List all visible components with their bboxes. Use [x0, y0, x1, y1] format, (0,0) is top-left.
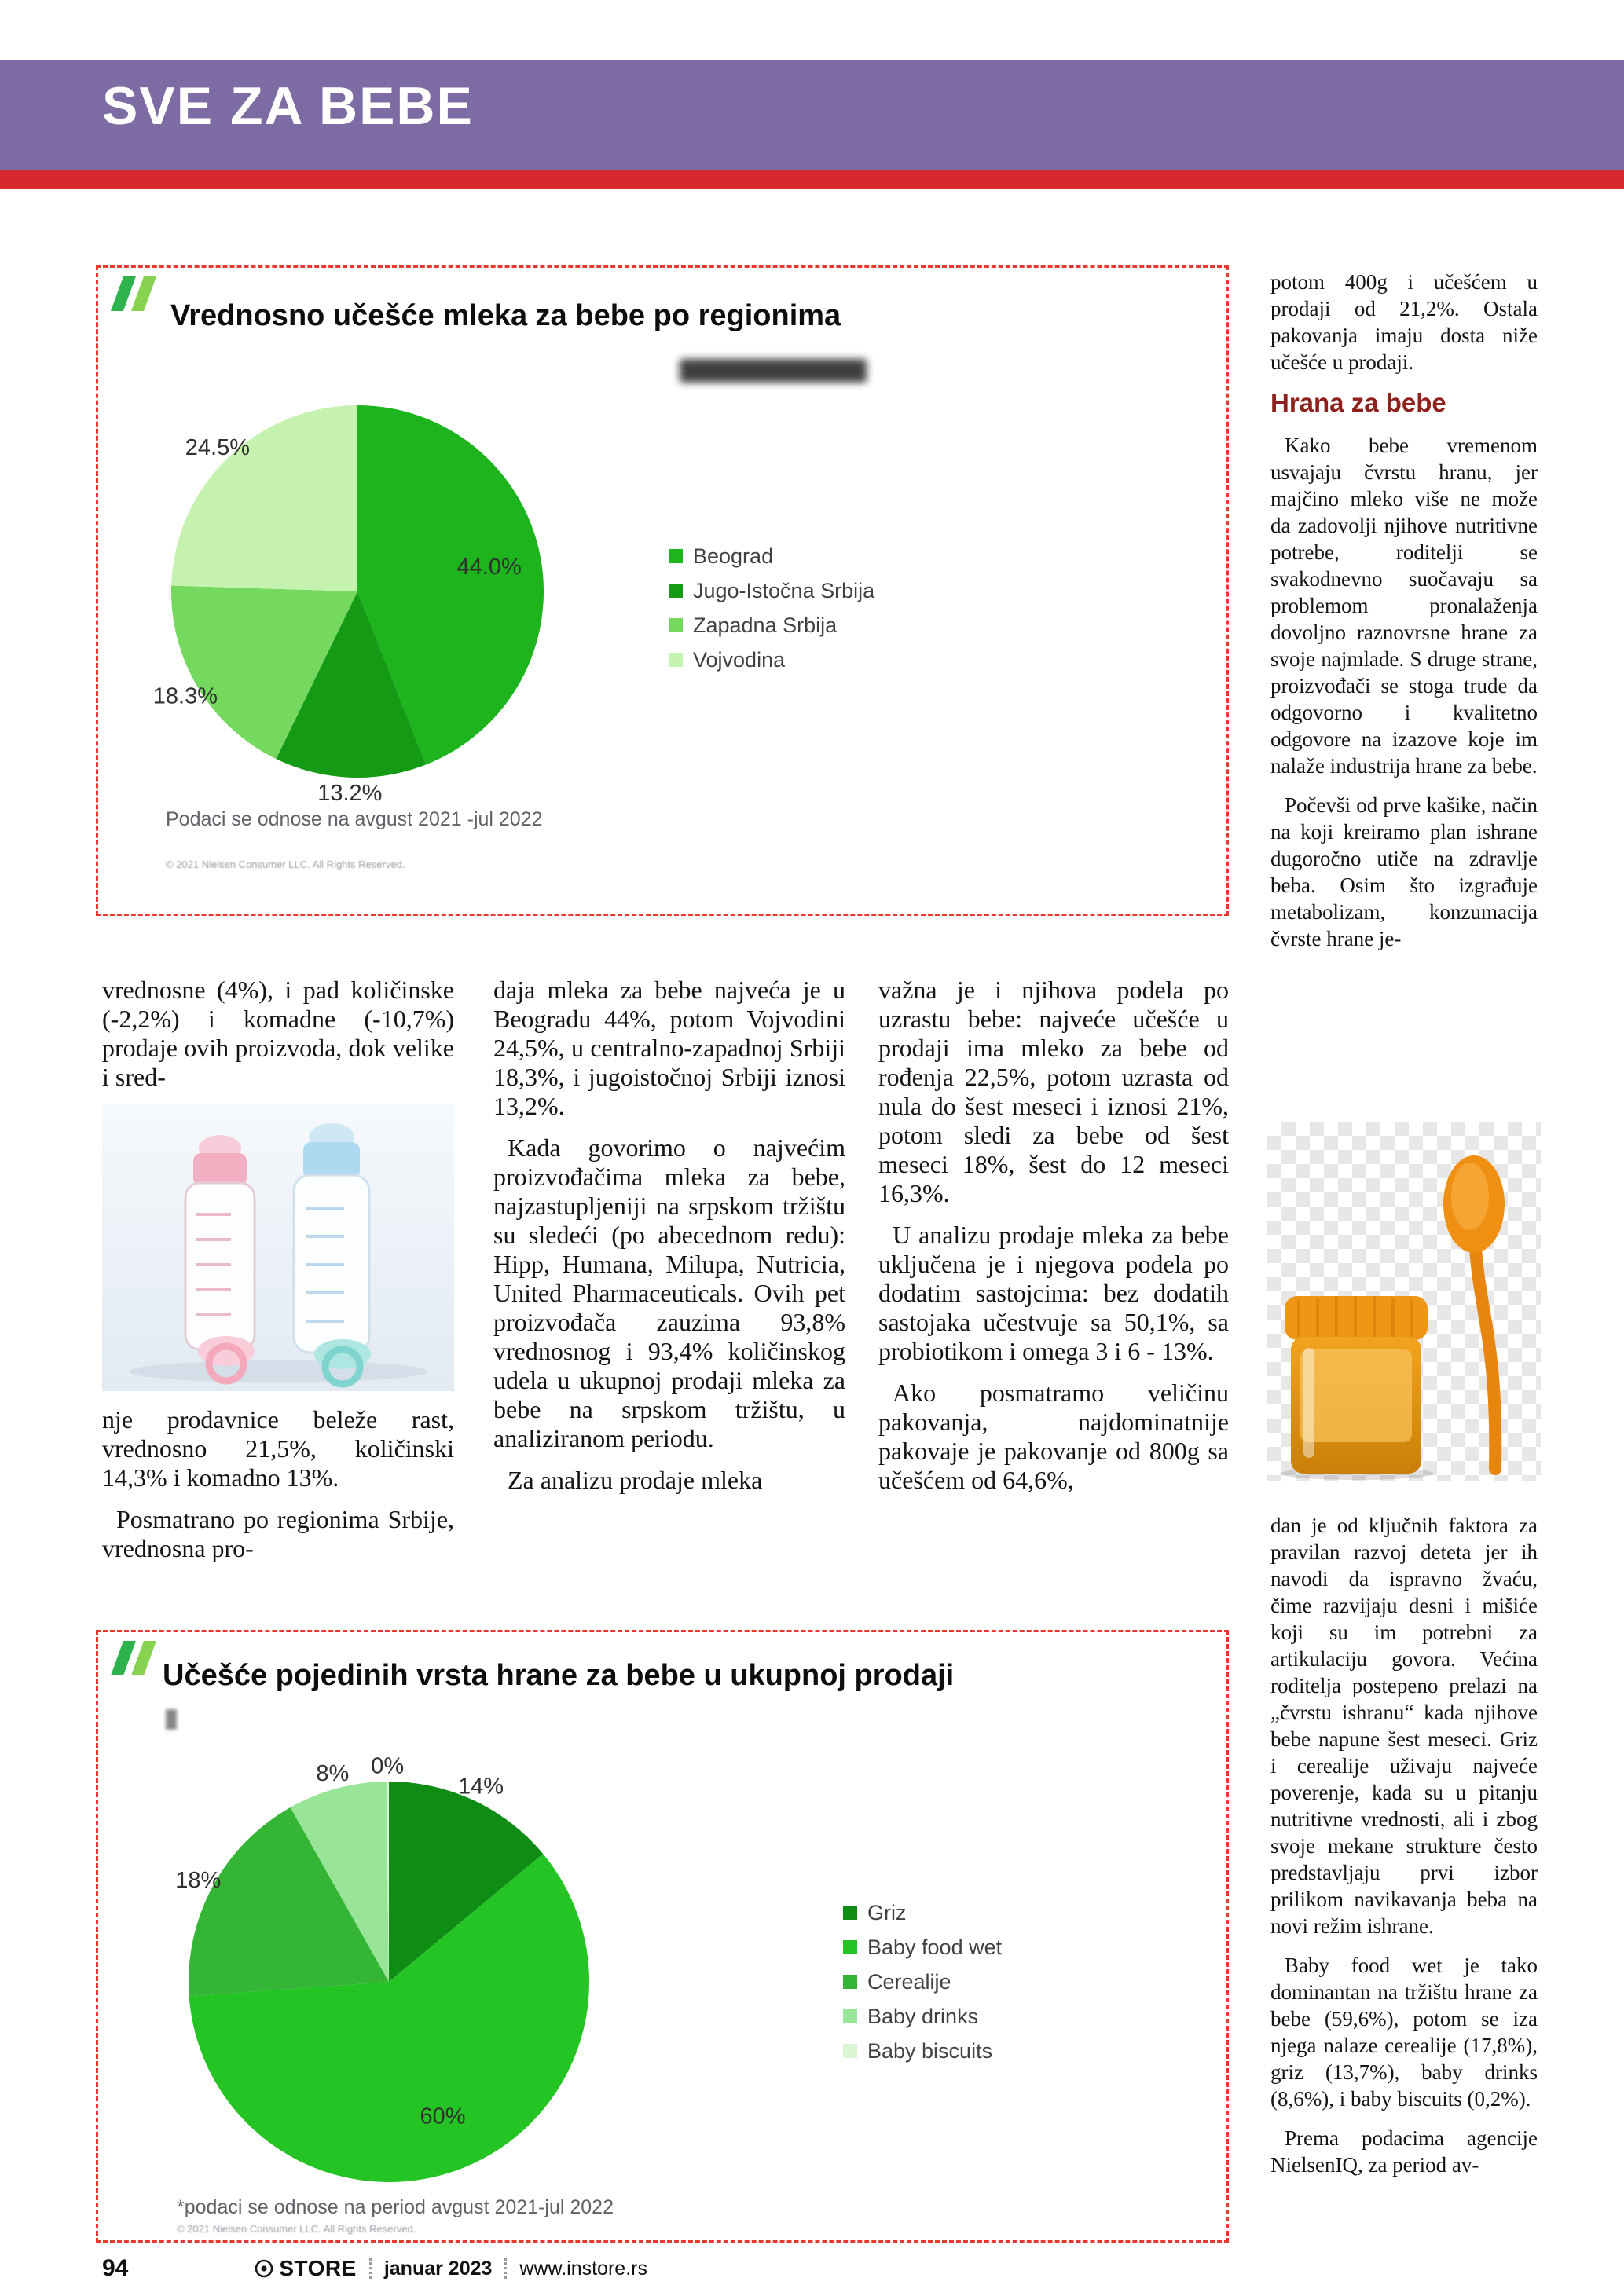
paragraph: vrednosne (4%), i pad količinske (-2,2%) i komadne (-10,7%) prodaje ovih proizvoda, dok velike i sred- — [102, 976, 454, 1091]
paragraph: dan je od ključnih faktora za pravilan razvoj deteta jer ih navodi da ispravno žvaću, čime razvijaju desni i mišiće koji su im potrebni za artikulaciju govora. Većina roditelja postepeno prelazi na „čvrstu ishranu“ kada njihove bebe napune šest meseci. Griz i cerealije uživaju najveće poverenje, kada su u pitanju nutritivne vrednosti, ali i zbog svoje mekane strukture često predstavljaju prvi izbor prilikom navikavanja beba na novi režim ishrane. — [1270, 1514, 1538, 1938]
paragraph: Kada govorimo o najvećim proizvođačima mleka za bebe, najzastupljeniji na srpskom tržištu su sledeći (po abecednom redu): Hipp, Humana, Milupa, Nutricia, United Pharmaceuticals. Ovih pet proizvođača zauzima 93,8% vrednosnog i 93,4% količinskog udela u ukupnoj prodaji mleka za bebe na srpskom tržištu, u analiziranom periodu. — [493, 1133, 845, 1452]
baby-bottles-image — [102, 1104, 454, 1391]
legend-swatch — [669, 653, 683, 667]
header-accent-bar — [0, 170, 1624, 189]
section-heading-hrana-za-bebe: Hrana za bebe — [1270, 388, 1446, 417]
pie-value-label: 18% — [175, 1867, 222, 1893]
paragraph: potom 400g i učešćem u prodaji od 21,2%. Ostala pakovanja imaju dosta niže učešće u prodaji. — [1270, 270, 1538, 374]
legend-item-baby-biscuits — [843, 2039, 1002, 2063]
header-band — [0, 60, 1624, 170]
instore-logo-icon — [254, 2258, 274, 2279]
paragraph: Počevši od prve kašike, način na koji kreiramo plan ishrane dugoročno utiče na zdravlje beba. Osim što izgrađuje metabolizam, konzumacija čvrste hrane je- — [1270, 793, 1538, 950]
legend-swatch — [843, 1975, 857, 1989]
paragraph: Kako bebe vremenom usvajaju čvrstu hranu, jer majčino mleko više ne može da zadovolji njihove nutritivne potrebe, roditelji se svakodnevno suočavaju sa problemom pronalaženja dovoljno raznovrsne hrane za svoje najmlađe. S druge strane, proizvođači se stoga trude da odgovorno i kvalitetno odgovore na izazove koje im nalaže industrija hrane za bebe. — [1270, 434, 1538, 778]
legend-label: Baby food wet — [867, 1935, 1003, 1959]
pie-chart-baby-food-types — [98, 1632, 1226, 2240]
chart1-caption: Podaci se odnose na avgust 2021 -jul 2022 — [166, 808, 543, 830]
legend-item-baby-food-wet — [843, 1935, 1002, 1959]
baby-bottles-illustration — [102, 1104, 454, 1391]
chart-box-baby-food-types — [96, 1630, 1229, 2243]
legend-label: Vojvodina — [693, 647, 786, 672]
website-link[interactable]: www.instore.rs — [519, 2257, 647, 2280]
pie-value-label: 24.5% — [185, 435, 250, 461]
pie-value-label: 0% — [371, 1753, 405, 1779]
legend-swatch — [669, 584, 683, 598]
legend-swatch — [669, 618, 683, 632]
pie-value-label: 8% — [316, 1761, 350, 1787]
pie-value-label: 13.2% — [317, 780, 383, 806]
pie-slice-vojvodina — [171, 405, 357, 591]
magazine-name: STORE — [279, 2256, 357, 2280]
chart1-title: Vrednosno učešće mleka za bebe po regionima — [170, 299, 841, 332]
pie-value-label: 18.3% — [152, 683, 218, 709]
bottle-blue — [294, 1123, 369, 1353]
chart2-copyright: © 2021 Nielsen Consumer LLC. All Rights Reserved. — [177, 2223, 416, 2235]
paragraph: Prema podacima agencije NielsenIQ, za period av- — [1270, 2126, 1538, 2177]
sidebar-column-bottom — [1270, 1512, 1538, 2191]
chart1-copyright: © 2021 Nielsen Consumer LLC. All Rights Reserved. — [166, 859, 405, 870]
page-title: SVE ZA BEBE — [102, 76, 474, 136]
page-footer — [102, 2253, 647, 2284]
footer-separator — [369, 2258, 372, 2279]
legend-swatch — [843, 2044, 857, 2058]
chart2-legend — [843, 1901, 1002, 2063]
chart2-caption: *podaci se odnose na period avgust 2021-jul 2022 — [177, 2196, 614, 2218]
article-column-2 — [493, 976, 845, 1507]
spoon — [1443, 1155, 1505, 1469]
legend-label: Zapadna Srbija — [693, 613, 838, 637]
legend-label: Jugo-Istočna Srbija — [693, 578, 875, 602]
paragraph: Baby food wet je tako dominantan na tržištu hrane za bebe (59,6%), potom se iza njega nalaze cerealije (17,8%), griz (13,7%), baby drinks (8,6%), i baby biscuits (0,2%). — [1270, 1954, 1538, 2111]
page-number: 94 — [102, 2255, 129, 2281]
legend-swatch — [843, 1940, 857, 1954]
chart2-title: Učešće pojedinih vrsta hrane za bebe u ukupnoj prodaji — [163, 1659, 955, 1692]
paragraph: Ako posmatramo veličinu pakovanja, najdominatnije pakovaje je pakovanje od 800g sa učešćem od 64,6%, — [878, 1379, 1229, 1494]
issue-date: januar 2023 — [383, 2257, 493, 2280]
legend-item-cerealije — [843, 1970, 1002, 1994]
legend-item-griz — [843, 1901, 1002, 1924]
legend-item-vojvodina — [669, 648, 874, 672]
magazine-logo — [254, 2256, 356, 2281]
paragraph: daja mleka za bebe najveća je u Beogradu 44%, potom Vojvodini 24,5%, u centralno-zapadnoj Srbiji 18,3%, i jugoistočnoj Srbiji iznosi 13,2%. — [493, 976, 845, 1120]
legend-item-beograd — [669, 544, 874, 568]
chart1-legend — [669, 544, 874, 672]
legend-item-jugo-isto-na-srbija — [669, 579, 874, 602]
pie-value-label: 60% — [420, 2104, 466, 2129]
article-column-1 — [102, 976, 454, 1576]
legend-label: Baby biscuits — [867, 2038, 993, 2063]
legend-swatch — [843, 1906, 857, 1920]
sidebar-column-top — [1270, 269, 1538, 965]
article-column-3 — [878, 976, 1229, 1507]
footer-separator — [504, 2258, 507, 2279]
legend-item-baby-drinks — [843, 2005, 1002, 2028]
legend-swatch — [669, 549, 683, 563]
paragraph: nje prodavnice beleže rast, vrednosno 21,5%, količinski 14,3% i komadno 13%. — [102, 1405, 454, 1492]
jar-label — [1300, 1349, 1412, 1442]
paragraph: Posmatrano po regionima Srbije, vrednosna pro- — [102, 1505, 454, 1562]
legend-label: Griz — [867, 1900, 907, 1924]
pie-value-label: 14% — [458, 1774, 504, 1800]
bottle-pink — [185, 1135, 255, 1349]
jar — [1280, 1296, 1434, 1480]
jar-spoon-illustration — [1267, 1122, 1541, 1481]
legend-label: Beograd — [693, 544, 774, 568]
pie-value-label: 44.0% — [456, 555, 522, 580]
paragraph: važna je i njihova podela po uzrastu bebe: najveće učešće u prodaji ima mleko za bebe od rođenja 22,5%, potom uzrasta od nula do šest meseci i iznosi 21%, potom sledi za bebe od šest meseci 18%, šest do 12 meseci 16,3%. — [878, 976, 1229, 1207]
baby-food-jar-image — [1267, 1122, 1541, 1481]
chart-box-milk-regions — [96, 265, 1229, 916]
legend-label: Baby drinks — [867, 2004, 979, 2028]
legend-label: Cerealije — [867, 1969, 951, 1994]
paragraph: U analizu prodaje mleka za bebe uključena je i njegova podela po dodatim sastojcima: bez dodatih sastojaka učestvuje sa 50,1%, sa probiotikom i omega 3 i 6 - 13%. — [878, 1221, 1229, 1365]
legend-swatch — [843, 2009, 857, 2023]
legend-item-zapadna-srbija — [669, 613, 874, 637]
paragraph: Za analizu prodaje mleka — [508, 1466, 763, 1494]
